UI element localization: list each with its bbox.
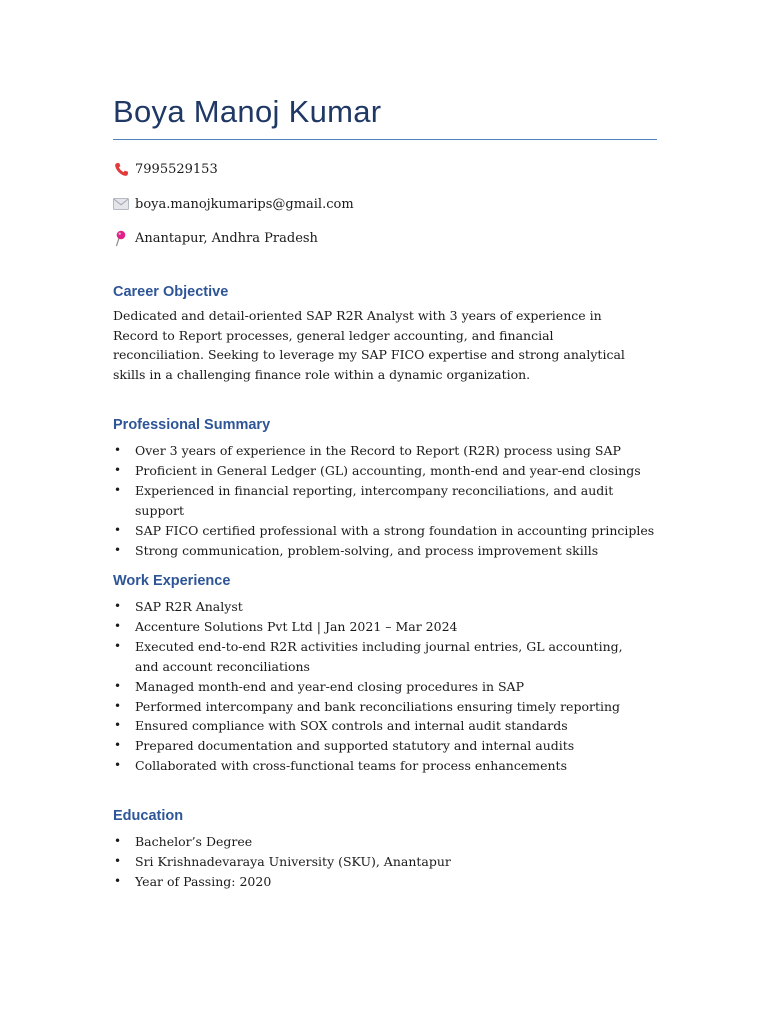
list-item: • Managed month-end and year-end closing procedures in SAP — [113, 677, 633, 697]
list-item: • Accenture Solutions Pvt Ltd | Jan 2021 – Mar 2024 — [113, 617, 633, 637]
list-item: • Bachelor’s Degree — [113, 832, 658, 852]
list-item: • Performed intercompany and bank reconciliations ensuring timely reporting — [113, 697, 633, 717]
work-experience-list — [113, 597, 633, 776]
list-item: • Prepared documentation and supported statutory and internal audits — [113, 736, 633, 756]
work-experience-heading: Work Experience — [113, 573, 231, 589]
contact-email — [113, 196, 354, 212]
candidate-name: Boya Manoj Kumar — [113, 94, 382, 129]
list-item: • SAP FICO certified professional with a strong foundation in accounting principles — [113, 521, 658, 541]
list-item: • Year of Passing: 2020 — [113, 872, 658, 892]
header-divider — [113, 139, 657, 140]
list-item: • Sri Krishnadevaraya University (SKU), Anantapur — [113, 852, 658, 872]
list-item: • Collaborated with cross-functional teams for process enhancements — [113, 756, 633, 776]
list-item: • SAP R2R Analyst — [113, 597, 633, 617]
phone-number: 7995529153 — [135, 161, 218, 177]
education-heading: Education — [113, 808, 184, 824]
contact-location — [113, 230, 318, 246]
location-text: Anantapur, Andhra Pradesh — [135, 230, 318, 246]
phone-icon — [113, 161, 129, 177]
list-item: • Experienced in financial reporting, intercompany reconciliations, and audit support — [113, 481, 658, 521]
pushpin-icon — [113, 230, 129, 246]
professional-summary-heading: Professional Summary — [113, 417, 271, 433]
list-item: • Strong communication, problem-solving, and process improvement skills — [113, 541, 658, 561]
envelope-icon — [113, 196, 129, 212]
education-list — [113, 832, 658, 892]
email-address[interactable]: boya.manojkumarips@gmail.com — [135, 196, 354, 212]
professional-summary-list — [113, 441, 658, 560]
contact-phone — [113, 161, 218, 177]
list-item: • Proficient in General Ledger (GL) accounting, month-end and year-end closings — [113, 461, 658, 481]
list-item: • Executed end-to-end R2R activities including journal entries, GL accounting, and account reconciliations — [113, 637, 633, 677]
list-item: • Over 3 years of experience in the Record to Report (R2R) process using SAP — [113, 441, 658, 461]
list-item: • Ensured compliance with SOX controls and internal audit standards — [113, 716, 633, 736]
career-objective-heading: Career Objective — [113, 284, 229, 300]
career-objective-text: Dedicated and detail-oriented SAP R2R Analyst with 3 years of experience in Record to Report processes, general ledger accounting, and financial reconciliation. Seeking to leverage my SAP FICO expertise and strong analytical skills in a challenging finance role within a dynamic organization. — [113, 308, 625, 383]
